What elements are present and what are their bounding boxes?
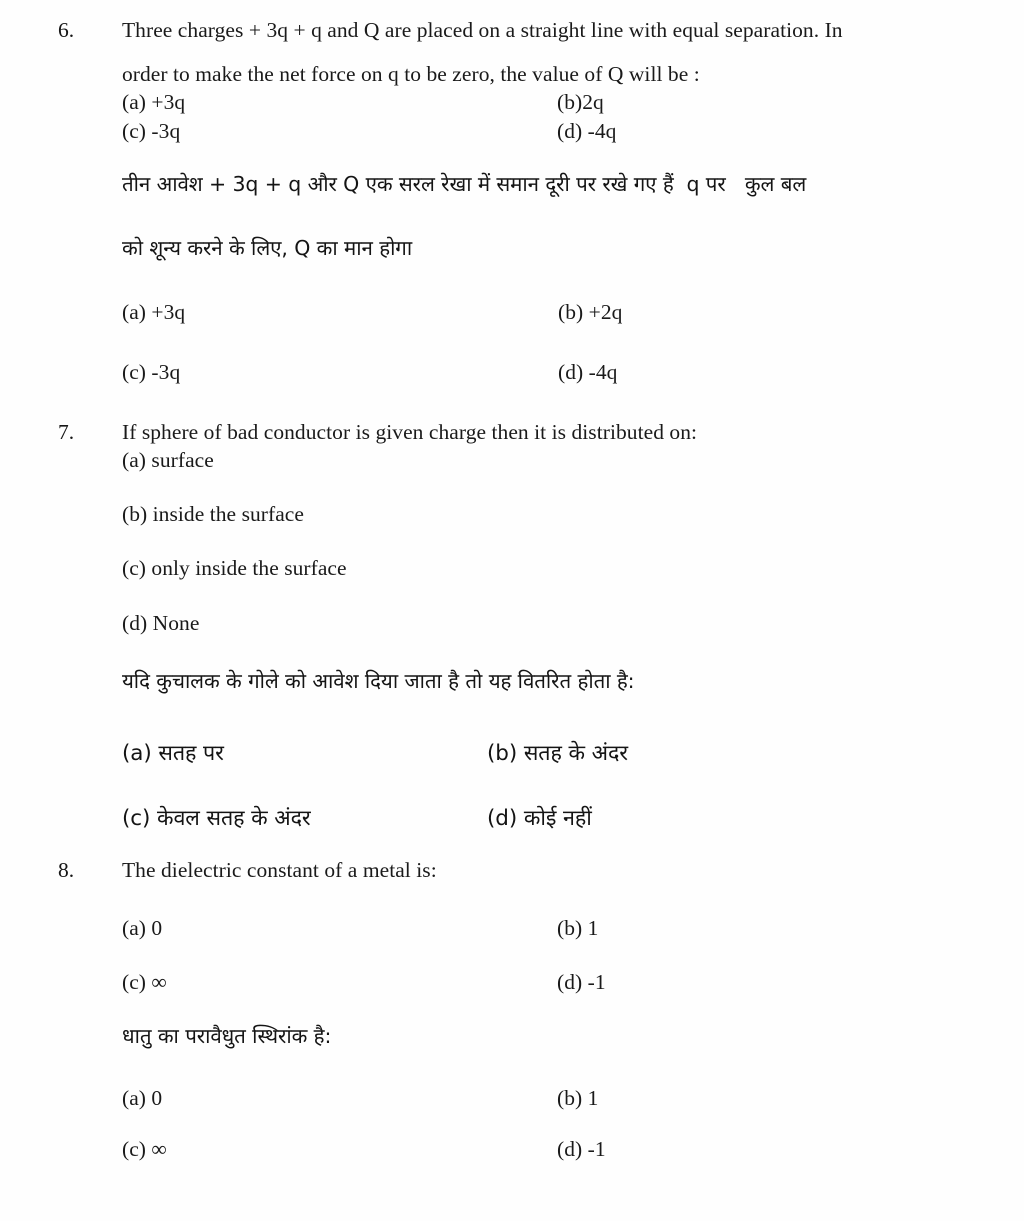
- question-6-english-option-c[interactable]: (c) -3q: [122, 119, 181, 143]
- question-6-hindi-option-a[interactable]: (a) +3q: [122, 300, 186, 324]
- question-6-english-option-a[interactable]: (a) +3q: [122, 90, 186, 114]
- question-7-hindi-option-d[interactable]: (d) कोई नहीं: [487, 806, 592, 831]
- question-number-8: 8.: [58, 858, 75, 882]
- question-7-english-option-a[interactable]: (a) surface: [122, 448, 214, 472]
- question-8-english-option-b[interactable]: (b) 1: [557, 916, 599, 940]
- question-6-hindi-line1: तीन आवेश + 3q + q और Q एक सरल रेखा में समान दूरी पर रखे गए हैं q पर कुल बल: [122, 172, 807, 196]
- question-7-hindi-option-b[interactable]: (b) सतह के अंदर: [487, 741, 628, 766]
- question-6-english-option-d[interactable]: (d) -4q: [557, 119, 617, 143]
- question-7-english-option-b[interactable]: (b) inside the surface: [122, 502, 304, 526]
- question-number-6: 6.: [58, 18, 75, 42]
- question-7-hindi-option-a[interactable]: (a) सतह पर: [122, 741, 224, 766]
- question-7-english-option-d[interactable]: (d) None: [122, 611, 200, 635]
- question-8-hindi-line1: धातु का परावैधुत स्थिरांक है:: [122, 1024, 332, 1048]
- question-6-english-line1: Three charges + 3q + q and Q are placed on a straight line with equal separation. In: [122, 18, 843, 42]
- question-8-hindi-option-a[interactable]: (a) 0: [122, 1086, 163, 1110]
- question-6-hindi-option-d[interactable]: (d) -4q: [558, 360, 618, 384]
- question-6-hindi-option-b[interactable]: (b) +2q: [558, 300, 623, 324]
- question-8-hindi-option-c[interactable]: (c) ∞: [122, 1137, 167, 1161]
- question-6-hindi-line2: को शून्य करने के लिए, Q का मान होगा: [122, 236, 413, 260]
- question-8-english-line1: The dielectric constant of a metal is:: [122, 858, 437, 882]
- question-8-hindi-option-b[interactable]: (b) 1: [557, 1086, 599, 1110]
- question-7-hindi-line1: यदि कुचालक के गोले को आवेश दिया जाता है तो यह वितरित होता है:: [122, 669, 635, 693]
- question-7-english-option-c[interactable]: (c) only inside the surface: [122, 556, 347, 580]
- question-8-english-option-c[interactable]: (c) ∞: [122, 970, 167, 994]
- question-7-english-line1: If sphere of bad conductor is given charge then it is distributed on:: [122, 420, 698, 444]
- question-8-english-option-d[interactable]: (d) -1: [557, 970, 606, 994]
- question-8-hindi-option-d[interactable]: (d) -1: [557, 1137, 606, 1161]
- question-6-english-line2: order to make the net force on q to be zero, the value of Q will be :: [122, 62, 700, 86]
- question-6-english-option-b[interactable]: (b)2q: [557, 90, 604, 114]
- question-8-english-option-a[interactable]: (a) 0: [122, 916, 163, 940]
- question-number-7: 7.: [58, 420, 75, 444]
- question-7-hindi-option-c[interactable]: (c) केवल सतह के अंदर: [122, 806, 311, 831]
- question-6-hindi-option-c[interactable]: (c) -3q: [122, 360, 181, 384]
